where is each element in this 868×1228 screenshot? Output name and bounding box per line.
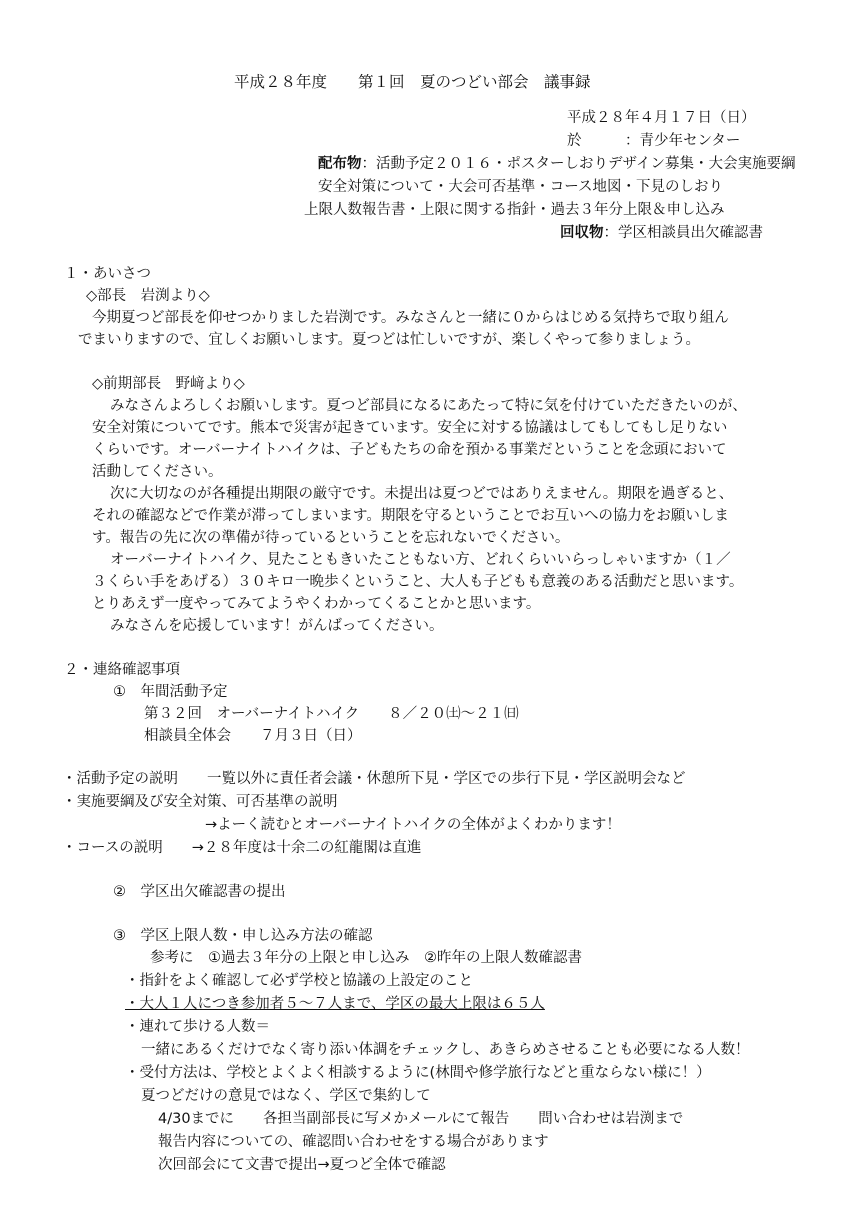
collected-label: 回収物 — [560, 225, 604, 241]
chief-heading: ◇部長 岩渕より◇ — [86, 288, 210, 304]
collected-items: ：学区相談員出欠確認書 — [603, 225, 763, 241]
item1-schedule-line: 相談員全体会 ７月３日（日） — [144, 728, 362, 744]
distributed-line-1 — [318, 154, 795, 174]
item1-schedule-line: 第３２回 オーバーナイトハイク ８／２０㈯～２１㈰ — [144, 706, 519, 722]
item2-heading: ② 学区出欠確認書の提出 — [113, 884, 286, 900]
prev-paragraph-line: くらいです。オーバーナイトハイクは、子どもたちの命を預かる事業だということを念頭において — [92, 442, 727, 458]
meeting-date: 平成２８年４月１７日（日） — [567, 110, 756, 126]
prev-paragraph-line: とりあえず一度やってみてようやくわかってくることかと思います。 — [92, 596, 541, 612]
bullet-item: ・実施要綱及び安全対策、可否基準の説明 — [62, 794, 338, 810]
item3-bullet-detail: 報告内容についての、確認問い合わせをする場合があります — [158, 1134, 549, 1150]
bullet-item-note: →よーく読むとオーバーナイトハイクの全体がよくわかります！ — [205, 817, 621, 833]
distributed-line-3: 上限人数報告書・上限に関する指針・過去３年分上限＆申し込み — [304, 202, 725, 218]
item1-heading: ① 年間活動予定 — [113, 684, 228, 700]
prev-paragraph-line: それの確認などで作業が滞ってしまいます。期限を守るということでお互いへの協力をお願いしま — [92, 508, 729, 524]
item3-bullet: ・指針をよく確認して必ず学校と協議の上設定のこと — [125, 973, 473, 989]
prev-paragraph-line: みなさんを応援しています！がんばってください。 — [110, 618, 444, 634]
item3-heading: ③ 学区上限人数・申し込み方法の確認 — [113, 928, 373, 944]
chief-paragraph-line: 今期夏つど部長を仰せつかりました岩渕です。みなさんと一緒に０からはじめる気持ちで取り組ん — [92, 310, 729, 326]
prev-paragraph-line: す。報告の先に次の準備が待っているということを忘れないでください。 — [92, 530, 570, 546]
prev-paragraph-line: 次に大切なのが各種提出期限の厳守です。未提出は夏つどではありえません。期限を過ぎると、 — [110, 486, 734, 502]
item3-bullet-detail: 一緒にあるくだけでなく寄り添い体調をチェックし、あきらめさせることも必要になる人数！ — [141, 1042, 750, 1058]
item3-bullet: ・受付方法は、学校とよくよく相談するように(林間や修学旅行などと重ならない様に！） — [125, 1065, 711, 1081]
bullet-item: ・活動予定の説明 一覧以外に責任者会議・休憩所下見・学区での歩行下見・学区説明会など — [62, 771, 686, 787]
distributed-label: 配布物 — [318, 156, 362, 172]
distributed-items-1: ：活動予定２０１６・ポスターしおりデザイン募集・大会実施要綱 — [361, 156, 796, 172]
prev-paragraph-line: ３くらい手をあげる）３０キロ一晩歩くということ、大人も子どもも意義のある活動だと思います。 — [92, 574, 744, 590]
prev-chief-heading: ◇前期部長 野﨑より◇ — [92, 376, 245, 392]
prev-paragraph-line: 活動してください。 — [92, 464, 223, 480]
prev-paragraph-line: オーバーナイトハイク、見たこともきいたこともない方、どれくらいいらっしゃいますか（１／ — [110, 552, 731, 568]
bullet-item: ・コースの説明 →２８年度は十余二の紅龍閣は直進 — [62, 840, 422, 856]
item3-bullet: ・連れて歩ける人数＝ — [125, 1019, 270, 1035]
section1-heading: １・あいさつ — [64, 266, 151, 282]
section2-heading: ２・連絡確認事項 — [64, 662, 180, 678]
page-title: 平成２８年度 第１回 夏のつどい部会 議事録 — [234, 73, 591, 91]
item3-bullet-underlined: ・大人１人につき参加者５～７人まで、学区の最大上限は６５人 — [125, 996, 545, 1012]
distributed-line-2: 安全対策について・大会可否基準・コース地図・下見のしおり — [318, 179, 723, 195]
item3-bullet-detail: 夏つどだけの意見ではなく、学区で集約して — [141, 1088, 431, 1104]
chief-paragraph-line: でまいりますので、宜しくお願いします。夏つどは忙しいですが、楽しくやって参りましょう。 — [78, 332, 701, 348]
item3-bullet-detail: 次回部会にて文書で提出→夏つど全体で確認 — [158, 1157, 446, 1173]
collected-line — [560, 223, 763, 243]
prev-paragraph-line: みなさんよろしくお願いします。夏つど部員になるにあたって特に気を付けていただきたいのが、 — [110, 398, 747, 414]
meeting-venue: 於 ：青少年センター — [567, 133, 741, 149]
item3-reference: 参考に ①過去３年分の上限と申し込み ②昨年の上限人数確認書 — [150, 950, 582, 966]
prev-paragraph-line: 安全対策についてです。熊本で災害が起きています。安全に対する協議はしてもしてもし足りない — [92, 420, 728, 436]
item3-bullet-detail: 4/30までに 各担当副部長に写メかメールにて報告 問い合わせは岩渕まで — [158, 1111, 684, 1127]
